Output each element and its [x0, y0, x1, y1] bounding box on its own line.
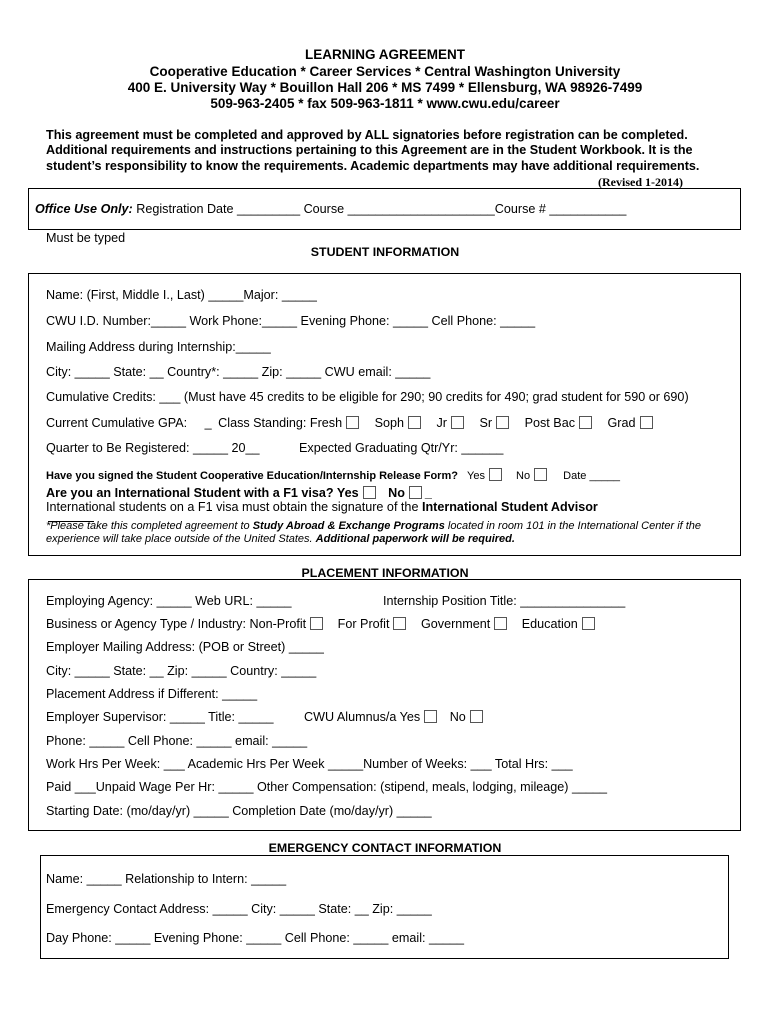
instructions-notice: This agreement must be completed and approved by ALL signatories before registration can be completed. Additional requirements and instructions pertaining to this Agreement are in the Student Workbook. It is the student’s responsibility to know the requirements. Academic departments may have additional requirements.	[46, 128, 700, 173]
education-label: Education	[521, 617, 578, 631]
agency-type-label: Business or Agency Type / Industry: Non-Profit	[46, 617, 307, 631]
study-abroad-note-a: *Please take this completed agreement to	[46, 520, 250, 532]
study-abroad-note	[46, 520, 736, 546]
mailing-address-field[interactable]: Mailing Address during Internship:_____	[46, 340, 271, 354]
office-use-fields[interactable]: Registration Date _________ Course _____________________Course # ___________	[136, 202, 627, 216]
release-yes-label: Yes	[467, 470, 485, 482]
jr-checkbox[interactable]	[451, 416, 464, 429]
release-form-row	[46, 468, 620, 482]
header-address: 400 E. University Way * Bouillon Hall 206 * MS 7499 * Ellensburg, WA 98926-7499	[127, 80, 643, 95]
gpa-label: Current Cumulative GPA:	[46, 416, 188, 430]
release-no-checkbox[interactable]	[534, 468, 547, 481]
international-row	[46, 486, 432, 500]
city-state-fields[interactable]: City: _____ State: __ Country*: _____ Zip: _____ CWU email: _____	[46, 365, 431, 379]
supervisor-phone-fields[interactable]: Phone: _____ Cell Phone: _____ email: _____	[46, 734, 308, 748]
education-checkbox[interactable]	[582, 617, 595, 630]
revision-date: (Revised 1-2014)	[598, 175, 683, 189]
header-org: Cooperative Education * Career Services * Central Washington University	[149, 64, 621, 79]
international-no-label: No	[388, 486, 405, 500]
soph-label: Soph	[374, 416, 404, 430]
employer-city-fields[interactable]: City: _____ State: __ Zip: _____ Country: _____	[46, 664, 317, 678]
class-standing-label: Class Standing: Fresh	[218, 416, 343, 430]
student-info-title: STUDENT INFORMATION	[310, 245, 460, 259]
sr-checkbox[interactable]	[496, 416, 509, 429]
employer-mailing-field[interactable]: Employer Mailing Address: (POB or Street) _____	[46, 640, 324, 654]
alumnus-yes-checkbox[interactable]	[424, 710, 437, 723]
gpa-standing-row	[46, 416, 656, 430]
compensation-fields[interactable]: Paid ___Unpaid Wage Per Hr: _____ Other Compensation: (stipend, meals, lodging, mileage) _____	[46, 780, 607, 794]
study-abroad-note-d: experience will take place outside of the United States.	[46, 533, 313, 545]
grad-checkbox[interactable]	[640, 416, 653, 429]
study-abroad-note-c: located in room 101 in the International Center if the	[447, 520, 702, 532]
nonprofit-checkbox[interactable]	[310, 617, 323, 630]
emergency-contact-box	[40, 855, 729, 959]
sr-label: Sr	[479, 416, 493, 430]
release-form-question: Have you signed the Student Cooperative Education/Internship Release Form?	[46, 470, 458, 482]
quarter-registered-field[interactable]: Quarter to Be Registered: _____ 20__	[46, 441, 260, 455]
f1-advisor: International Student Advisor	[421, 500, 598, 514]
alumnus-label: CWU Alumnus/a Yes	[304, 710, 421, 724]
forprofit-checkbox[interactable]	[393, 617, 406, 630]
must-be-typed-note: Must be typed	[46, 231, 126, 245]
form-title: LEARNING AGREEMENT	[304, 47, 465, 62]
international-no-checkbox[interactable]	[409, 486, 422, 499]
agency-type-row	[46, 617, 598, 631]
alumnus-no-checkbox[interactable]	[470, 710, 483, 723]
international-question: Are you an International Student with a F1 visa? Yes	[46, 486, 359, 500]
placement-info-box	[28, 579, 741, 831]
study-abroad-office: Study Abroad & Exchange Programs	[252, 520, 445, 532]
fresh-checkbox[interactable]	[346, 416, 359, 429]
postbac-checkbox[interactable]	[579, 416, 592, 429]
government-checkbox[interactable]	[494, 617, 507, 630]
dates-fields[interactable]: Starting Date: (mo/day/yr) _____ Completion Date (mo/day/yr) _____	[46, 804, 432, 818]
soph-checkbox[interactable]	[408, 416, 421, 429]
emergency-phone-fields[interactable]: Day Phone: _____ Evening Phone: _____ Cell Phone: _____ email: _____	[46, 931, 465, 945]
forprofit-label: For Profit	[337, 617, 390, 631]
office-use-row	[35, 202, 626, 216]
name-major-field[interactable]: Name: (First, Middle I., Last) _____Major: _____	[46, 288, 317, 302]
hours-fields[interactable]: Work Hrs Per Week: ___ Academic Hrs Per Week _____Number of Weeks: ___ Total Hrs: ___	[46, 757, 573, 771]
f1-note-text: International students on a F1 visa must obtain the signature of the	[46, 500, 419, 514]
postbac-label: Post Bac	[524, 416, 575, 430]
emergency-contact-title: EMERGENCY CONTACT INFORMATION	[268, 841, 502, 855]
alumnus-row	[304, 710, 486, 724]
header-contact: 509-963-2405 * fax 509-963-1811 * www.cwu.edu/career	[210, 96, 560, 111]
alumnus-no-label: No	[449, 710, 466, 724]
f1-visa-note	[46, 500, 598, 514]
placement-info-title: PLACEMENT INFORMATION	[301, 566, 469, 580]
release-no-label: No	[516, 470, 531, 482]
release-date-field[interactable]: Date _____	[563, 470, 621, 482]
supervisor-field[interactable]: Employer Supervisor: _____ Title: _____	[46, 710, 274, 724]
placement-address-field[interactable]: Placement Address if Different: _____	[46, 687, 258, 701]
additional-paperwork-note: Additional paperwork will be required.	[315, 533, 515, 545]
cumulative-credits-field[interactable]: Cumulative Credits: ___ (Must have 45 credits to be eligible for 290; 90 credits for 490; grad student for 590 or 690)	[46, 390, 689, 404]
release-yes-checkbox[interactable]	[489, 468, 502, 481]
employing-agency-field[interactable]: Employing Agency: _____ Web URL: _____	[46, 594, 292, 608]
office-use-label: Office Use Only:	[35, 202, 133, 216]
emergency-address-fields[interactable]: Emergency Contact Address: _____ City: _____ State: __ Zip: _____	[46, 902, 432, 916]
expected-graduation-field[interactable]: Expected Graduating Qtr/Yr: ______	[299, 441, 504, 455]
government-label: Government	[420, 617, 491, 631]
position-title-field[interactable]: Internship Position Title: _______________	[383, 594, 626, 608]
emergency-name-field[interactable]: Name: _____ Relationship to Intern: _____	[46, 872, 287, 886]
grad-label: Grad	[607, 416, 636, 430]
id-phone-fields[interactable]: CWU I.D. Number:_____ Work Phone:_____ Evening Phone: _____ Cell Phone: _____	[46, 314, 536, 328]
international-no-blank[interactable]: _	[424, 486, 432, 500]
jr-label: Jr	[436, 416, 447, 430]
gpa-input[interactable]: _	[204, 416, 212, 430]
student-info-box	[28, 273, 741, 556]
office-use-box	[28, 188, 741, 230]
international-yes-checkbox[interactable]	[363, 486, 376, 499]
